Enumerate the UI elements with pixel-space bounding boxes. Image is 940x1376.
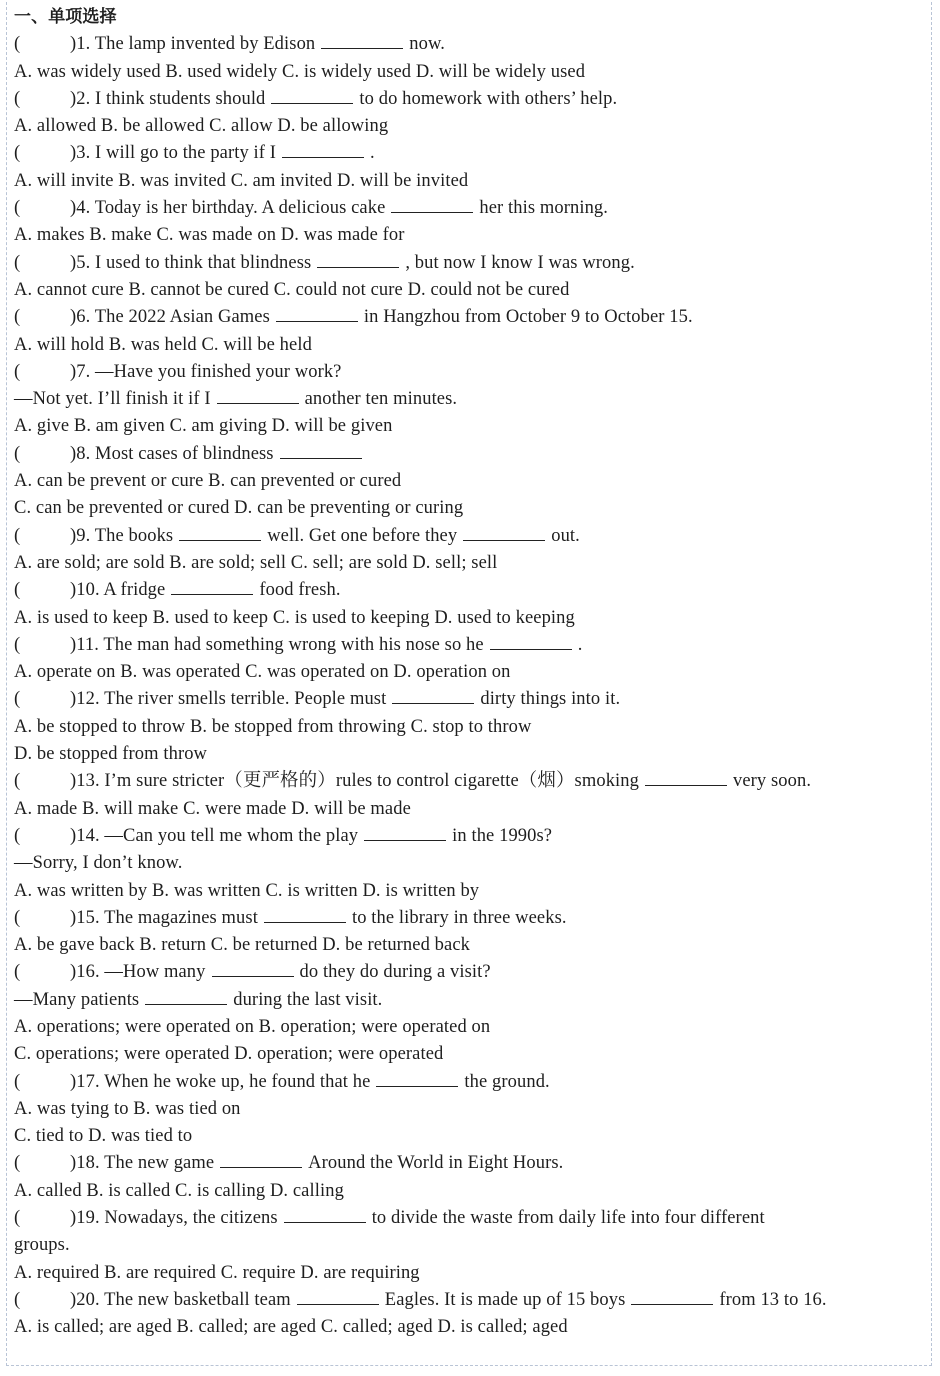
continuation-text: another ten minutes. (304, 389, 458, 410)
stem-text: . (370, 143, 375, 164)
stem-text: food fresh. (259, 580, 341, 601)
options-text: A. made B. will make C. were made D. will be made (14, 798, 411, 819)
question-stem (14, 686, 924, 713)
answer-options (14, 1096, 924, 1123)
continuation-text: —Many patients (14, 989, 140, 1010)
answer-paren: ( (14, 198, 21, 219)
options-text: A. was widely used B. used widely C. is widely used D. will be widely used (14, 61, 586, 82)
options-text: A. operate on B. was operated C. was operated on D. operation on (14, 662, 511, 683)
answer-paren: ( (14, 34, 21, 55)
question-stem (14, 86, 924, 113)
answer-blank[interactable] (179, 526, 261, 541)
stem-text: )8. Most cases of blindness (70, 443, 274, 464)
stem-text: )20. The new basketball team (70, 1289, 291, 1310)
answer-options (14, 1314, 924, 1341)
answer-blank[interactable] (271, 89, 353, 104)
stem-text: )18. The new game (70, 1153, 215, 1174)
answer-paren: ( (14, 88, 21, 109)
answer-paren: ( (14, 1071, 21, 1092)
question-stem (14, 1150, 924, 1177)
answer-paren: ( (14, 580, 21, 601)
answer-paren: ( (14, 143, 21, 164)
options-text: A. will hold B. was held C. will be held (14, 334, 312, 355)
answer-options (14, 550, 924, 577)
answer-paren: ( (14, 1289, 21, 1310)
options-text: D. be stopped from throw (14, 744, 208, 765)
answer-blank[interactable] (282, 143, 364, 158)
options-text: A. are sold; are sold B. are sold; sell C. sell; are sold D. sell; sell (14, 552, 498, 573)
answer-options (14, 222, 924, 249)
stem-text: )19. Nowadays, the citizens (70, 1208, 278, 1229)
answer-options (14, 332, 924, 359)
options-text: A. called B. is called C. is calling D. calling (14, 1180, 344, 1201)
answer-paren: ( (14, 962, 21, 983)
answer-blank[interactable] (264, 908, 346, 923)
answer-paren: ( (14, 771, 21, 792)
question-stem (14, 905, 924, 932)
stem-text: )9. The books (70, 525, 174, 546)
stem-text: her this morning. (479, 198, 609, 219)
stem-text: to divide the waste from daily life into four different (371, 1208, 765, 1229)
question-stem (14, 768, 924, 795)
answer-blank[interactable] (490, 635, 572, 650)
stem-text: )3. I will go to the party if I (70, 143, 277, 164)
answer-blank[interactable] (220, 1153, 302, 1168)
stem-text: Eagles. It is made up of 15 boys (384, 1289, 626, 1310)
stem-text: )16. —How many (70, 962, 206, 983)
answer-options (14, 1260, 924, 1287)
stem-text: from 13 to 16. (719, 1289, 827, 1310)
stem-text: in the 1990s? (452, 825, 553, 846)
stem-text: Around the World in Eight Hours. (308, 1153, 564, 1174)
answer-options (14, 932, 924, 959)
question-stem (14, 1287, 924, 1314)
options-text: A. can be prevent or cure B. can prevented or cured (14, 471, 402, 492)
stem-text: , but now I know I was wrong. (405, 252, 635, 273)
answer-paren: ( (14, 307, 21, 328)
stem-text: )7. —Have you finished your work? (70, 361, 342, 382)
continuation-text: —Sorry, I don’t know. (14, 853, 183, 874)
stem-text: . (577, 634, 583, 655)
question-stem (14, 359, 924, 386)
stem-text: )14. —Can you tell me whom the play (70, 825, 359, 846)
stem-text: )4. Today is her birthday. A delicious cake (70, 198, 386, 219)
answer-options (14, 741, 924, 768)
answer-blank[interactable] (391, 198, 473, 213)
question-continuation (14, 987, 924, 1014)
answer-blank[interactable] (645, 771, 727, 786)
stem-text: )12. The river smells terrible. People must (70, 689, 387, 710)
stem-text: in Hangzhou from October 9 to October 15. (363, 307, 693, 328)
answer-blank[interactable] (376, 1072, 458, 1087)
answer-options (14, 113, 924, 140)
options-text: A. operations; were operated on B. operation; were operated on (14, 1016, 491, 1037)
stem-text: to do homework with others’ help. (359, 88, 618, 109)
options-text: A. makes B. make C. was made on D. was made for (14, 225, 405, 246)
question-stem (14, 959, 924, 986)
options-text: A. will invite B. was invited C. am invited D. will be invited (14, 170, 469, 191)
section-title: 一、单项选择 (14, 7, 117, 27)
answer-paren: ( (14, 907, 21, 928)
options-text: C. can be prevented or cured D. can be preventing or curing (14, 498, 464, 519)
question-stem (14, 632, 924, 659)
options-text: A. is called; are aged B. called; are aged C. called; aged D. is called; aged (14, 1317, 568, 1338)
answer-options (14, 59, 924, 86)
answer-blank[interactable] (321, 34, 403, 49)
question-stem (14, 31, 924, 58)
answer-blank[interactable] (212, 962, 294, 977)
stem-text: well. Get one before they (267, 525, 458, 546)
options-text: C. operations; were operated D. operation; were operated (14, 1044, 444, 1065)
answer-blank[interactable] (284, 1208, 366, 1223)
answer-options (14, 1178, 924, 1205)
options-text: A. was tying to B. was tied on (14, 1098, 241, 1119)
continuation-text: during the last visit. (233, 989, 383, 1010)
answer-blank[interactable] (276, 307, 358, 322)
stem-text: )5. I used to think that blindness (70, 252, 312, 273)
answer-options (14, 1041, 924, 1068)
answer-paren: ( (14, 825, 21, 846)
question-stem (14, 577, 924, 604)
question-stem (14, 523, 924, 550)
answer-options (14, 413, 924, 440)
answer-options (14, 495, 924, 522)
options-text: A. be stopped to throw B. be stopped from throwing C. stop to throw (14, 716, 532, 737)
answer-paren: ( (14, 443, 21, 464)
stem-text: )17. When he woke up, he found that he (70, 1071, 371, 1092)
worksheet-content (14, 4, 924, 1342)
options-text: A. required B. are required C. require D. are requiring (14, 1262, 420, 1283)
answer-blank[interactable] (145, 990, 227, 1005)
question-stem (14, 304, 924, 331)
question-continuation (14, 1232, 924, 1259)
stem-text: )6. The 2022 Asian Games (70, 307, 270, 328)
answer-blank[interactable] (631, 1290, 713, 1305)
answer-options (14, 714, 924, 741)
answer-paren: ( (14, 1153, 21, 1174)
answer-blank[interactable] (280, 444, 362, 459)
question-stem (14, 441, 924, 468)
stem-text: )1. The lamp invented by Edison (70, 34, 316, 55)
question-continuation (14, 850, 924, 877)
answer-blank[interactable] (217, 389, 299, 404)
stem-text: )2. I think students should (70, 88, 266, 109)
answer-blank[interactable] (392, 689, 474, 704)
options-text: A. is used to keep B. used to keep C. is used to keeping D. used to keeping (14, 607, 575, 628)
options-text: C. tied to D. was tied to (14, 1126, 193, 1147)
question-stem (14, 1205, 924, 1232)
answer-blank[interactable] (317, 253, 399, 268)
question-continuation (14, 386, 924, 413)
answer-blank[interactable] (171, 580, 253, 595)
answer-options (14, 1123, 924, 1150)
answer-paren: ( (14, 361, 21, 382)
stem-text: )11. The man had something wrong with his nose so he (70, 634, 484, 655)
answer-options (14, 878, 924, 905)
question-stem (14, 195, 924, 222)
answer-paren: ( (14, 1208, 21, 1229)
question-list (14, 31, 924, 1341)
answer-options (14, 659, 924, 686)
answer-paren: ( (14, 252, 21, 273)
answer-options (14, 1014, 924, 1041)
answer-paren: ( (14, 634, 21, 655)
stem-text: )15. The magazines must (70, 907, 258, 928)
stem-text: to the library in three weeks. (351, 907, 567, 928)
answer-options (14, 468, 924, 495)
stem-text: now. (409, 34, 445, 55)
answer-paren: ( (14, 689, 21, 710)
answer-options (14, 168, 924, 195)
answer-options (14, 796, 924, 823)
answer-paren: ( (14, 525, 21, 546)
options-text: A. give B. am given C. am giving D. will be given (14, 416, 393, 437)
continuation-text: groups. (14, 1235, 70, 1256)
question-stem (14, 140, 924, 167)
continuation-text: —Not yet. I’ll finish it if I (14, 389, 211, 410)
options-text: A. allowed B. be allowed C. allow D. be allowing (14, 116, 389, 137)
stem-text: )10. A fridge (70, 580, 166, 601)
answer-blank[interactable] (297, 1290, 379, 1305)
question-stem (14, 823, 924, 850)
stem-text: the ground. (464, 1071, 550, 1092)
stem-text: dirty things into it. (480, 689, 621, 710)
answer-options (14, 605, 924, 632)
question-stem (14, 250, 924, 277)
options-text: A. was written by B. was written C. is written D. is written by (14, 880, 480, 901)
stem-text: )13. I’m sure stricter（更严格的）rules to control cigarette（烟）smoking (70, 771, 639, 792)
stem-text: very soon. (733, 771, 812, 792)
question-stem (14, 1069, 924, 1096)
stem-text: do they do during a visit? (299, 962, 491, 983)
answer-blank[interactable] (463, 526, 545, 541)
answer-options (14, 277, 924, 304)
options-text: A. cannot cure B. cannot be cured C. could not cure D. could not be cured (14, 279, 570, 300)
answer-blank[interactable] (364, 826, 446, 841)
options-text: A. be gave back B. return C. be returned D. be returned back (14, 935, 470, 956)
stem-text: out. (551, 525, 580, 546)
